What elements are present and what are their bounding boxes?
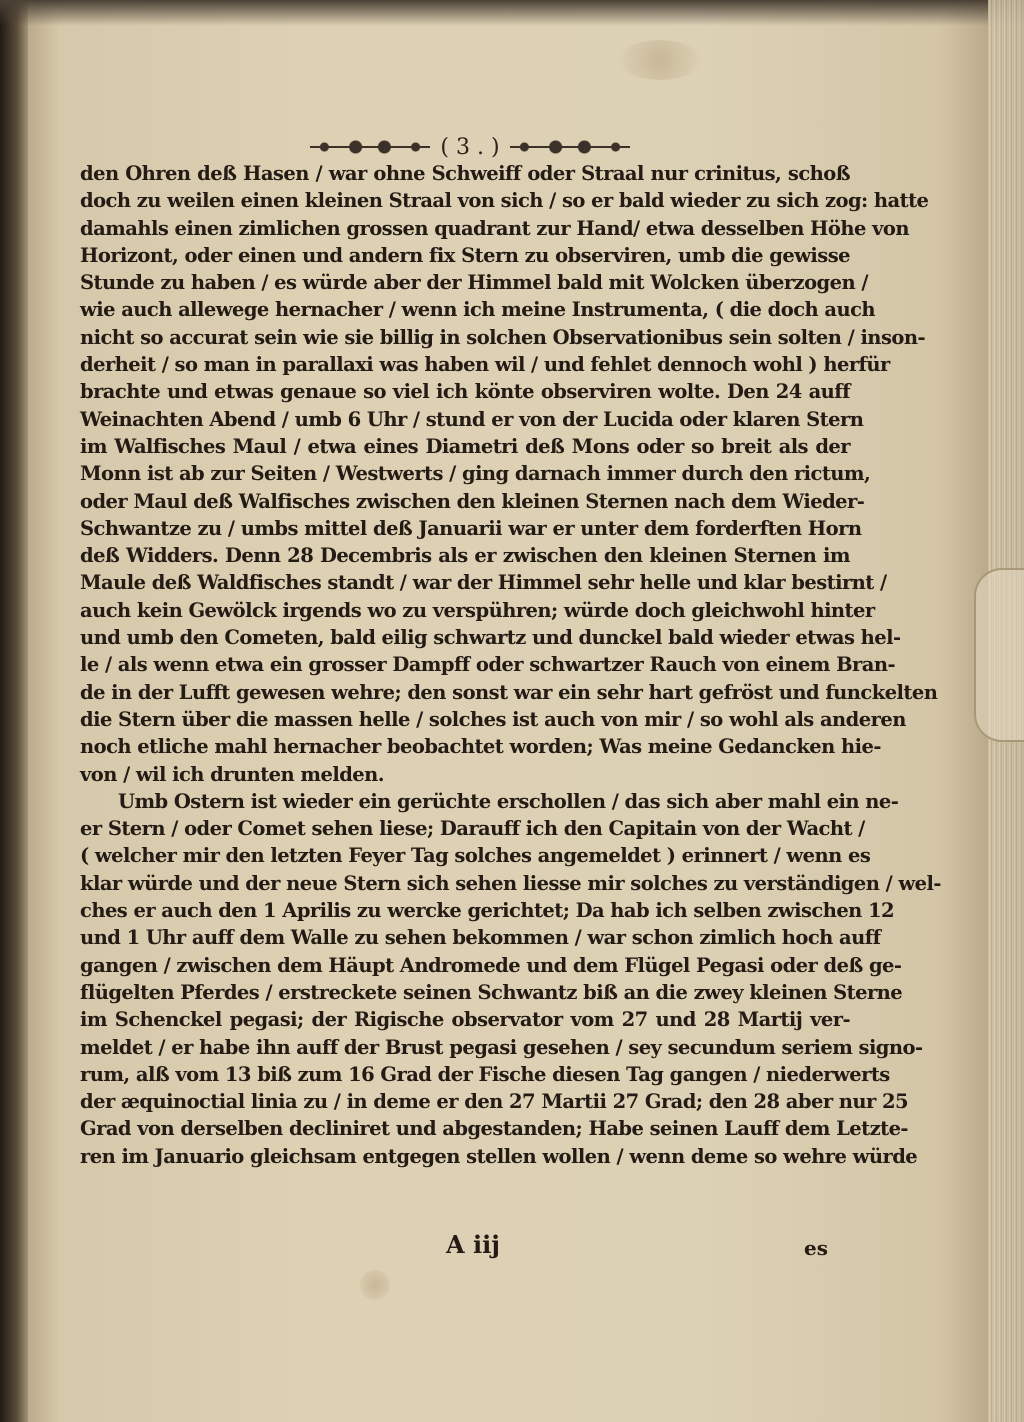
page-header <box>290 132 650 162</box>
text-line: flügelten Pferdes / erstreckete seinen Schwantz biß an die zwey kleinen Sterne <box>80 980 903 1004</box>
text-line: Maule deß Waldfisches standt / war der Himmel sehr helle und klar bestirnt / <box>80 571 887 595</box>
text-line: auch kein Gewölck irgends wo zu verspühren; würde doch gleichwohl hinter <box>80 598 875 622</box>
paragraph-1 <box>80 160 938 788</box>
top-shadow <box>0 0 1024 26</box>
text-line: damahls einen zimlichen grossen quadrant zur Hand/ etwa desselben Höhe von <box>80 216 909 240</box>
text-line: Horizont, oder einen und andern fix Stern zu observiren, umb die gewisse <box>80 243 850 267</box>
text-line: klar würde und der neue Stern sich sehen liesse mir solches zu verständigen / wel- <box>80 871 941 895</box>
text-line: er Stern / oder Comet sehen liese; Darauff ich den Capitain von der Wacht / <box>80 817 865 841</box>
text-line: Umb Ostern ist wieder ein gerüchte erschollen / das sich aber mahl ein ne- <box>118 789 899 813</box>
text-line: im Walfisches Maul / etwa eines Diametri deß Mons oder so breit als der <box>80 434 850 458</box>
text-line: oder Maul deß Walfisches zwischen den kleinen Sternen nach dem Wieder- <box>80 489 865 513</box>
text-line: Schwantze zu / umbs mittel deß Januarii war er unter dem forderften Horn <box>80 516 862 540</box>
text-line: de in der Lufft gewesen wehre; den sonst war ein sehr hart gefröst und funckelten <box>80 680 938 704</box>
text-line: Stunde zu haben / es würde aber der Himmel bald mit Wolcken überzogen / <box>80 271 868 295</box>
text-line: derheit / so man in parallaxi was haben wil / und fehlet dennoch wohl ) herfür <box>80 353 890 377</box>
text-line: noch etliche mahl hernacher beobachtet worden; Was meine Gedancken hie- <box>80 735 881 759</box>
text-line: von / wil ich drunten melden. <box>80 762 385 786</box>
text-line: die Stern über die massen helle / solches ist auch von mir / so wohl als anderen <box>80 707 906 731</box>
body-text <box>80 160 941 1170</box>
book-gutter <box>0 0 28 1422</box>
text-line: gangen / zwischen dem Häupt Andromede und dem Flügel Pegasi oder deß ge- <box>80 953 902 977</box>
text-line: Weinachten Abend / umb 6 Uhr / stund er von der Lucida oder klaren Stern <box>80 407 864 431</box>
text-line: ren im Januario gleichsam entgegen stellen wollen / wenn deme so wehre würde <box>80 1144 918 1168</box>
catchword: es <box>804 1236 828 1260</box>
signature-mark: A iij <box>446 1230 500 1259</box>
paper-stain <box>620 40 700 80</box>
paragraph-2 <box>80 788 941 1170</box>
text-line: und 1 Uhr auff dem Walle zu sehen bekommen / war schon zimlich hoch auff <box>80 926 881 950</box>
text-line: ches er auch den 1 Aprilis zu wercke gerichtet; Da hab ich selben zwischen 12 <box>80 899 895 923</box>
text-line: Monn ist ab zur Seiten / Westwerts / ging darnach immer durch den rictum, <box>80 462 871 486</box>
text-line: deß Widders. Denn 28 Decembris als er zwischen den kleinen Sternen im <box>80 544 850 568</box>
text-line: meldet / er habe ihn auff der Brust pegasi gesehen / sey secundum seriem signo- <box>80 1035 923 1059</box>
text-line: doch zu weilen einen kleinen Straal von sich / so er bald wieder zu sich zog: hatte <box>80 189 929 213</box>
text-line: nicht so accurat sein wie sie billig in solchen Observationibus sein solten / inson- <box>80 325 925 349</box>
text-line: im Schenckel pegasi; der Rigische observator vom 27 und 28 Martij ver- <box>80 1008 850 1032</box>
text-line: ( welcher mir den letzten Feyer Tag solches angemeldet ) erinnert / wenn es <box>80 844 871 868</box>
ornament-right-icon <box>510 137 630 157</box>
text-line: den Ohren deß Hasen / war ohne Schweiff oder Straal nur crinitus, schoß <box>80 162 850 185</box>
text-line: rum, alß vom 13 biß zum 16 Grad der Fische diesen Tag gangen / niederwerts <box>80 1062 890 1086</box>
text-line: und umb den Cometen, bald eilig schwartz und dunckel bald wieder etwas hel- <box>80 626 901 650</box>
paper-stain <box>360 1270 390 1300</box>
text-line: Grad von derselben decliniret und abgestanden; Habe seinen Lauff dem Letzte- <box>80 1117 908 1141</box>
page-tab <box>974 568 1024 742</box>
page-number: ( 3 . ) <box>440 134 500 160</box>
text-line: brachte und etwas genaue so viel ich könte observiren wolte. Den 24 auff <box>80 380 850 404</box>
text-line: le / als wenn etwa ein grosser Dampff oder schwartzer Rauch von einem Bran- <box>80 653 896 677</box>
ornament-left-icon <box>310 137 430 157</box>
text-line: wie auch allewege hernacher / wenn ich meine Instrumenta, ( die doch auch <box>80 298 876 322</box>
text-line: der æquinoctial linia zu / in deme er den 27 Martii 27 Grad; den 28 aber nur 25 <box>80 1090 909 1114</box>
